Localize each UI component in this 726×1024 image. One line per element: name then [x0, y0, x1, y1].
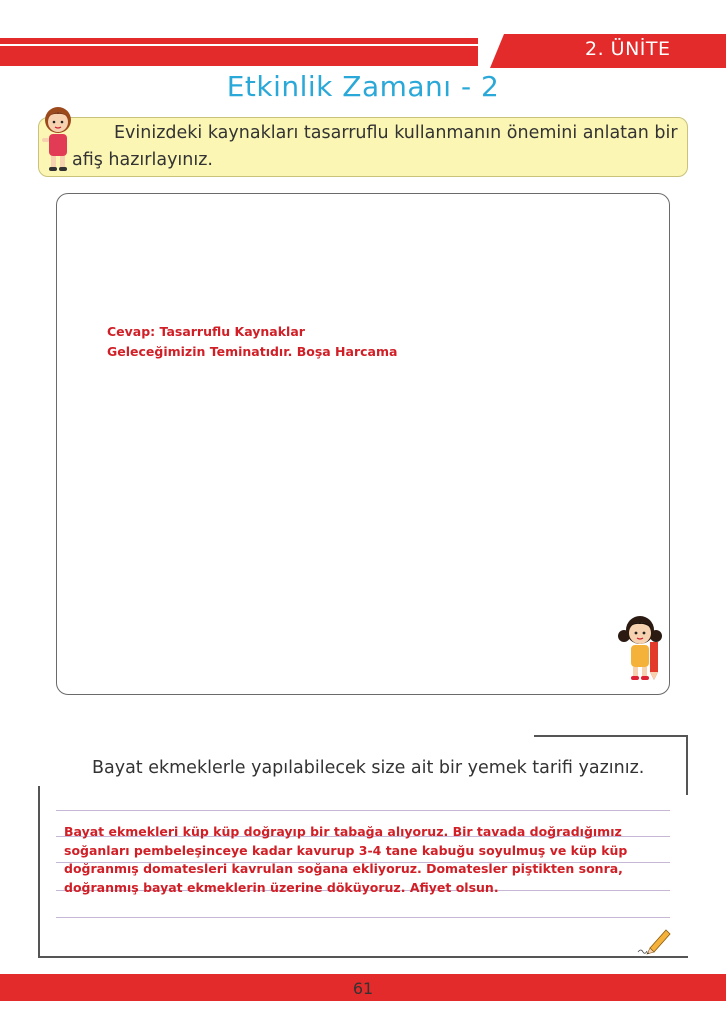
recipe-frame-left	[38, 786, 40, 958]
writing-line	[56, 917, 670, 918]
page-title: Etkinlik Zamanı - 2	[226, 70, 500, 103]
activity1-answer: Cevap: Tasarruflu Kaynaklar Geleceğimizin Teminatıdır. Boşa Harcama	[107, 324, 398, 359]
recipe-frame-right	[686, 735, 688, 795]
activity2-instruction: Bayat ekmeklerle yapılabilecek size ait bir yemek tarifi yazınız.	[92, 758, 645, 778]
girl-with-pencil-icon	[614, 612, 668, 684]
header-band	[0, 38, 478, 66]
activity1-instruction: Evinizdeki kaynakları tasarruflu kullanmanın önemini anlatan bir afiş hazırlayınız.	[72, 123, 678, 170]
recipe-frame-top	[534, 735, 688, 737]
poster-answer-box	[56, 193, 670, 695]
header-stripe	[0, 44, 478, 46]
writing-line	[56, 810, 670, 811]
recipe-frame-bottom	[38, 956, 688, 958]
page-number: 61	[352, 979, 374, 998]
pencil-icon	[636, 926, 672, 956]
unit-label: 2. ÜNİTE	[585, 38, 671, 60]
activity2-answer: Bayat ekmekleri küp küp doğrayıp bir tabağa alıyoruz. Bir tavada doğradığımız soğanları pembeleşinceye kadar kavurup 3-4 tane kabuğu soyulmuş ve küp küp doğranmış domatesleri kavrulan soğana ekliyoruz. Domatesler piştikten sonra, doğranmış bayat ekmeklerin üzerine döküyoruz. Afiyet olsun.	[64, 824, 628, 895]
